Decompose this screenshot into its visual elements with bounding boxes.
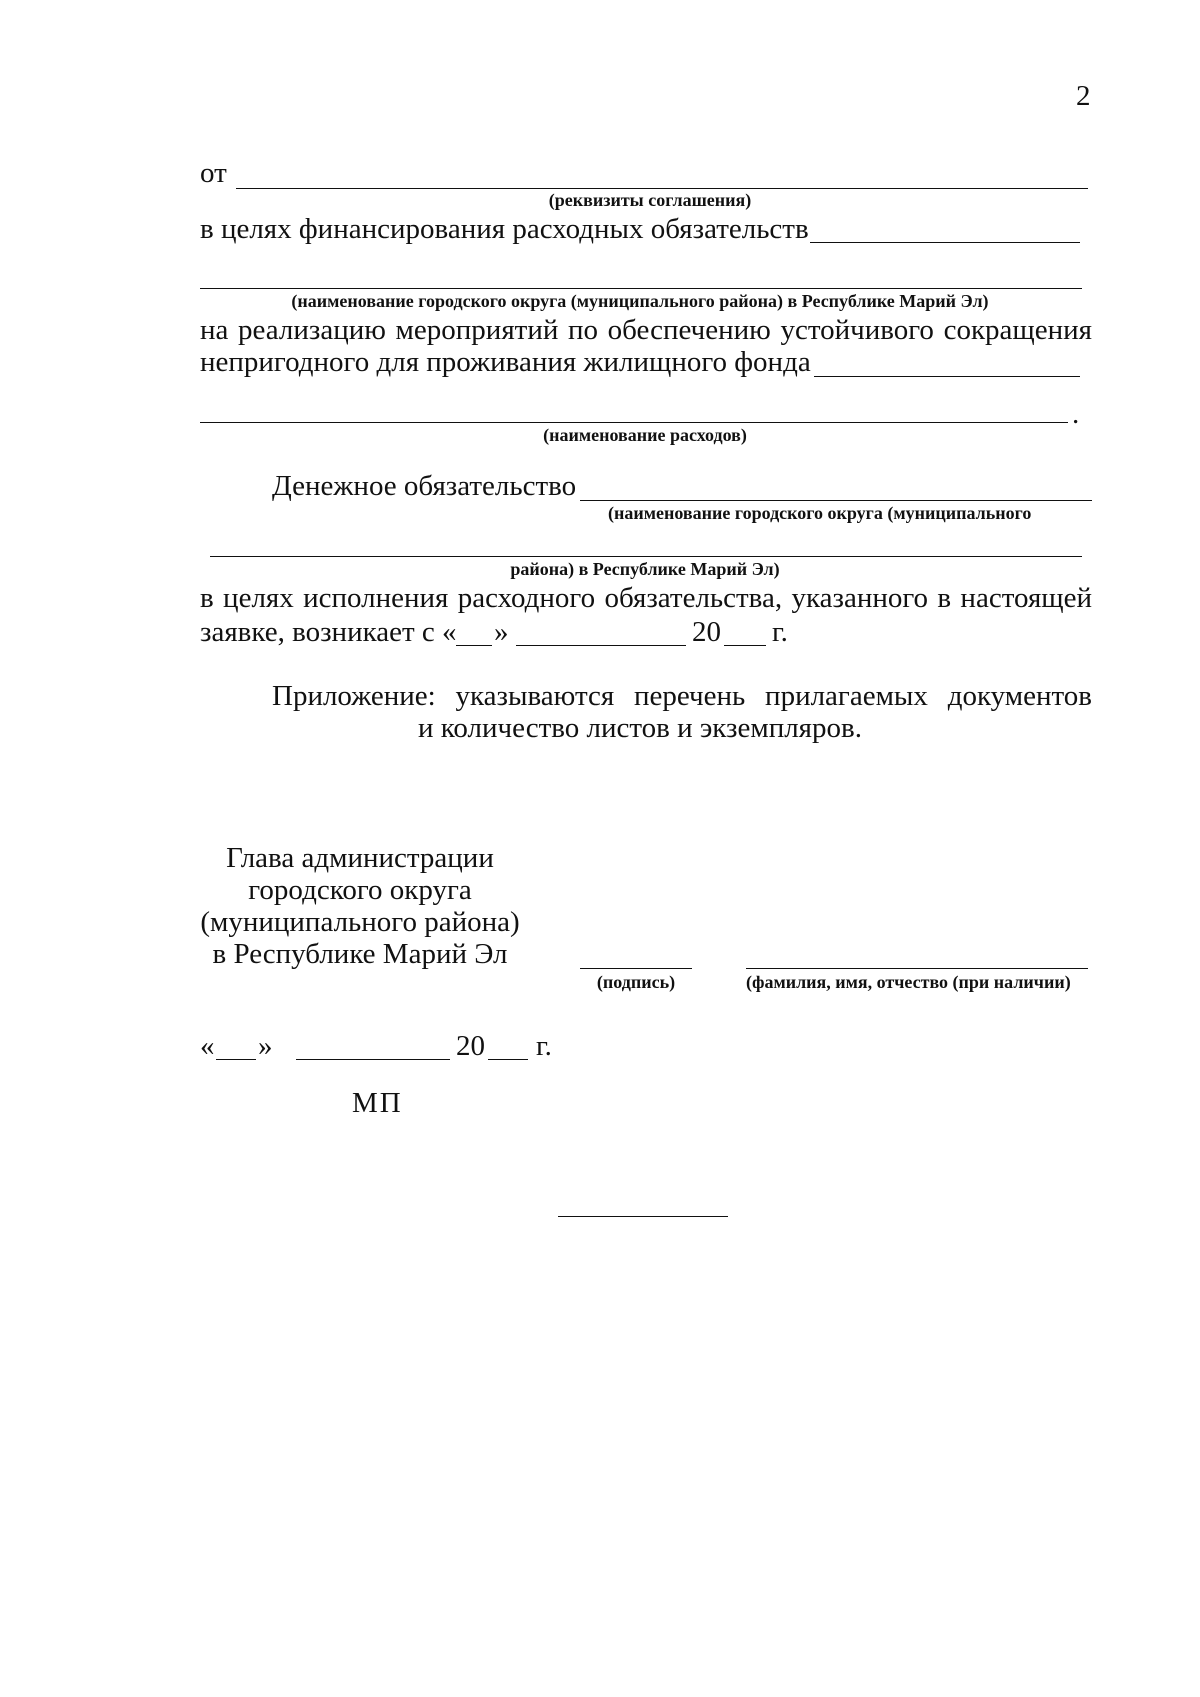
from-label: от (200, 157, 227, 189)
execution-day-blank (456, 645, 492, 646)
expenses-period: . (1072, 398, 1080, 430)
money-obligation-label: Денежное обязательство (272, 470, 577, 502)
attachment-line-2: и количество листов и экземпляров. (418, 712, 862, 744)
expenses-name-caption: (наименование расходов) (543, 425, 747, 445)
implementation-line-1: на реализацию мероприятий по обеспечению устойчивого сокращения (200, 314, 1092, 346)
expenses-name-line (200, 422, 1068, 423)
head-title-line-3: (муниципального района) (200, 906, 520, 938)
execution-line-1: в целях исполнения расходного обязательства, указанного в настоящей (200, 582, 1092, 614)
execution-year-prefix: 20 (692, 616, 721, 648)
money-obligation-caption-1: (наименование городского округа (муниципального (608, 503, 1032, 523)
execution-month-blank (516, 645, 686, 646)
attachment-line-1: Приложение: указываются перечень прилагаемых документов (272, 680, 1092, 712)
execution-day-close: » (494, 616, 509, 648)
execution-year-blank (724, 645, 766, 646)
date-year-suffix: г. (536, 1030, 552, 1062)
date-close-quote: » (258, 1030, 273, 1062)
agreement-details-line (236, 188, 1088, 189)
head-title-line-4: в Республике Марий Эл (212, 938, 508, 970)
implementation-line-2: непригодного для проживания жилищного фонда (200, 346, 811, 378)
execution-line-2-start: заявке, возникает с « (200, 616, 457, 648)
fullname-caption: (фамилия, имя, отчество (при наличии) (746, 972, 1071, 992)
closing-separator (558, 1216, 728, 1217)
agreement-details-caption: (реквизиты соглашения) (548, 190, 752, 210)
date-year-blank (488, 1059, 528, 1060)
money-obligation-line (580, 500, 1092, 501)
date-month-blank (296, 1059, 450, 1060)
money-obligation-caption-2: района) в Республике Марий Эл) (510, 559, 780, 579)
page-number: 2 (1076, 80, 1091, 112)
municipality-name-caption: (наименование городского округа (муниципального района) в Республике Марий Эл) (291, 291, 989, 311)
head-title-line-1: Глава администрации (226, 842, 494, 874)
signature-line (580, 968, 692, 969)
date-day-blank (216, 1059, 256, 1060)
date-year-prefix: 20 (456, 1030, 485, 1062)
execution-year-suffix: г. (772, 616, 788, 648)
financing-text: в целях финансирования расходных обязательств (200, 213, 809, 245)
financing-blank-line (810, 242, 1080, 243)
date-open-quote: « (200, 1030, 215, 1062)
head-title-line-2: городского округа (248, 874, 472, 906)
stamp-place: МП (352, 1087, 403, 1119)
housing-blank-line (814, 376, 1080, 377)
fullname-line (746, 968, 1088, 969)
signature-caption: (подпись) (596, 972, 676, 992)
municipality-name-line (200, 288, 1082, 289)
money-obligation-line-2 (210, 556, 1082, 557)
